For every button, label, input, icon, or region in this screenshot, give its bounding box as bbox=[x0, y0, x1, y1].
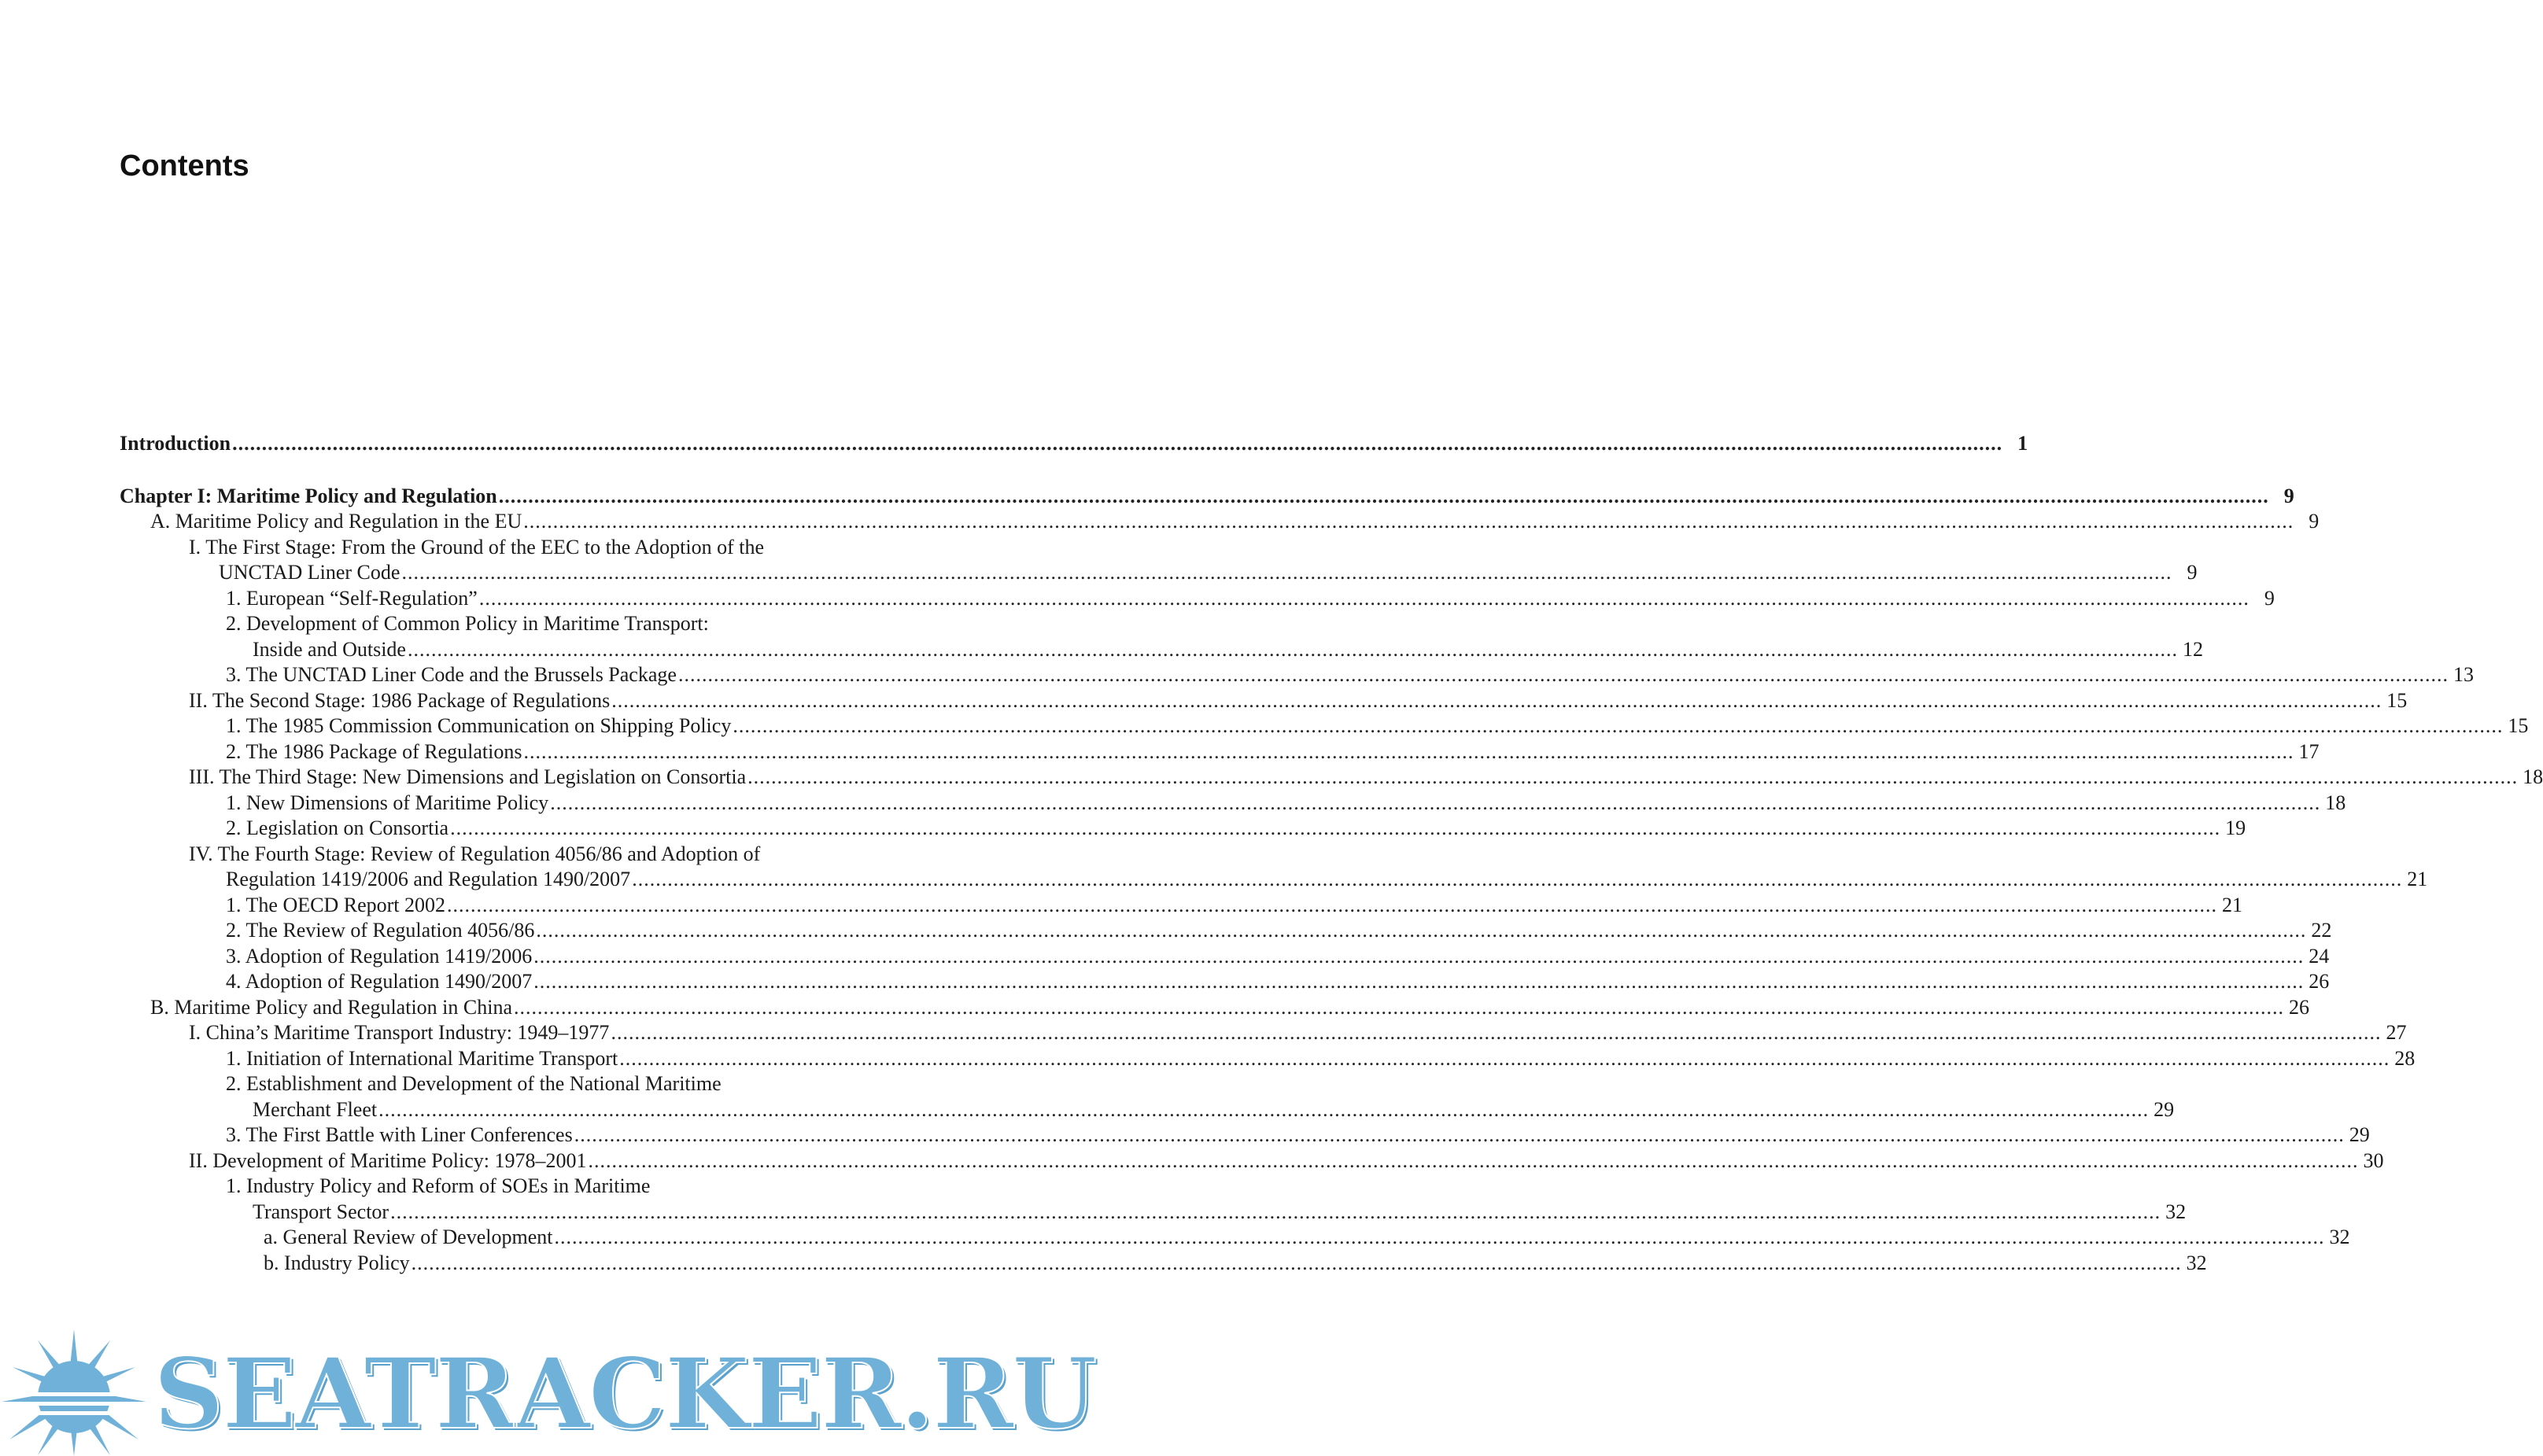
toc-leader-dots: ............................................................................................................................................................................................................................................................................................................ bbox=[536, 919, 2307, 942]
toc-page-number: 29 bbox=[2154, 1097, 2175, 1121]
toc-page-number: 29 bbox=[2349, 1123, 2370, 1146]
toc-leader-dots: ............................................................................................................................................................................................................................................................................................................ bbox=[588, 1148, 2359, 1172]
toc-leader-dots: ............................................................................................................................................................................................................................................................................................................ bbox=[611, 1021, 2382, 1044]
toc-page-number: 9 bbox=[2309, 510, 2320, 533]
toc-entry[interactable] bbox=[120, 535, 853, 561]
toc-entry-title: Chapter I: Maritime Policy and Regulation bbox=[120, 484, 497, 507]
toc-entry-title: Transport Sector bbox=[253, 1200, 389, 1223]
table-of-contents bbox=[120, 431, 2543, 1276]
toc-leader-dots: ............................................................................................................................................................................................................................................................................................................ bbox=[747, 765, 2519, 788]
toc-entry[interactable] bbox=[120, 431, 2028, 457]
sun-logo-icon bbox=[0, 1329, 149, 1456]
toc-entry[interactable] bbox=[120, 918, 2332, 944]
toc-leader-dots: ............................................................................................................................................................................................................................................................................................................ bbox=[411, 1251, 2182, 1274]
toc-entry-title: 1. Industry Policy and Reform of SOEs in Maritime bbox=[226, 1174, 651, 1197]
toc-entry[interactable] bbox=[120, 1251, 2207, 1277]
toc-entry-title: II. The Second Stage: 1986 Package of Regulations bbox=[189, 688, 611, 712]
toc-leader-dots: ............................................................................................................................................................................................................................................................................................................ bbox=[407, 637, 2178, 661]
toc-entry[interactable] bbox=[120, 1200, 2187, 1226]
toc-leader-dots: ............................................................................................................................................................................................................................................................................................................ bbox=[498, 484, 2269, 507]
toc-entry-title: B. Maritime Policy and Regulation in China bbox=[150, 995, 513, 1019]
toc-entry-title: Regulation 1419/2006 and Regulation 1490/2007 bbox=[226, 868, 631, 890]
toc-entry-title: 1. The OECD Report 2002 bbox=[226, 893, 445, 916]
toc-page-number: 13 bbox=[2453, 663, 2474, 686]
toc-page-number: 12 bbox=[2182, 637, 2203, 661]
toc-entry-title: b. Industry Policy bbox=[264, 1251, 410, 1274]
toc-entry-title: 1. European “Self-Regulation” bbox=[226, 586, 478, 610]
toc-leader-dots: ............................................................................................................................................................................................................................................................................................................ bbox=[533, 944, 2305, 968]
toc-entry[interactable] bbox=[120, 842, 853, 868]
toc-leader-dots: ............................................................................................................................................................................................................................................................................................................ bbox=[550, 791, 2321, 814]
toc-page-number: 15 bbox=[2386, 688, 2408, 712]
toc-page-number: 17 bbox=[2298, 739, 2320, 763]
toc-entry[interactable] bbox=[120, 484, 2294, 510]
toc-entry-title: II. Development of Maritime Policy: 1978–2001 bbox=[189, 1148, 587, 1172]
toc-leader-dots: ............................................................................................................................................................................................................................................................................................................ bbox=[514, 995, 2285, 1019]
toc-page-number: 32 bbox=[2165, 1200, 2187, 1223]
toc-entry-title: 3. The UNCTAD Liner Code and the Brussels Package bbox=[226, 663, 677, 686]
toc-entry-title: 1. Initiation of International Maritime Transport bbox=[226, 1046, 618, 1070]
toc-page-number: 32 bbox=[2186, 1251, 2207, 1274]
toc-page-number: 1 bbox=[2017, 432, 2028, 455]
toc-entry[interactable] bbox=[120, 637, 2203, 663]
toc-entry-title: UNCTAD Liner Code bbox=[219, 561, 400, 584]
toc-leader-dots: ............................................................................................................................................................................................................................................................................................................ bbox=[733, 714, 2504, 737]
toc-entry[interactable] bbox=[120, 713, 2529, 739]
toc-entry-title: A. Maritime Policy and Regulation in the EU bbox=[150, 510, 522, 533]
toc-entry[interactable] bbox=[120, 867, 2428, 893]
toc-entry-title: IV. The Fourth Stage: Review of Regulation 4056/86 and Adoption of bbox=[189, 842, 761, 865]
toc-entry-title: 2. Establishment and Development of the National Maritime bbox=[226, 1072, 722, 1095]
toc-page-number: 26 bbox=[2309, 970, 2330, 993]
toc-entry-title: 2. The Review of Regulation 4056/86 bbox=[226, 919, 535, 942]
toc-leader-dots: ............................................................................................................................................................................................................................................................................................................ bbox=[232, 432, 2003, 455]
toc-page-number: 30 bbox=[2363, 1148, 2384, 1172]
toc-leader-dots: ............................................................................................................................................................................................................................................................................................................ bbox=[378, 1097, 2150, 1121]
toc-gap bbox=[120, 457, 853, 484]
toc-entry-title: Inside and Outside bbox=[253, 637, 406, 661]
toc-entry[interactable] bbox=[120, 1122, 2370, 1148]
toc-entry[interactable] bbox=[120, 893, 2242, 919]
toc-leader-dots: ............................................................................................................................................................................................................................................................................................................ bbox=[450, 816, 2221, 839]
toc-entry[interactable] bbox=[120, 1148, 2384, 1174]
toc-entry-title: 4. Adoption of Regulation 1490/2007 bbox=[226, 970, 533, 993]
toc-entry[interactable] bbox=[120, 816, 2246, 842]
toc-entry-title: Introduction bbox=[120, 432, 231, 455]
toc-leader-dots: ............................................................................................................................................................................................................................................................................................................ bbox=[447, 893, 2217, 916]
toc-entry-title: 3. Adoption of Regulation 1419/2006 bbox=[226, 944, 533, 968]
toc-entry[interactable] bbox=[120, 611, 853, 637]
toc-entry-title: I. The First Stage: From the Ground of the EEC to the Adoption of the bbox=[189, 535, 765, 558]
toc-entry[interactable] bbox=[120, 1046, 2416, 1072]
toc-entry[interactable] bbox=[120, 688, 2408, 714]
toc-entry[interactable] bbox=[120, 944, 2330, 970]
toc-entry[interactable] bbox=[120, 662, 2474, 688]
toc-page-number: 22 bbox=[2311, 919, 2332, 942]
toc-entry-title: 1. New Dimensions of Maritime Policy bbox=[226, 791, 549, 814]
toc-leader-dots: ............................................................................................................................................................................................................................................................................................................ bbox=[390, 1200, 2161, 1223]
toc-page-number: 9 bbox=[2187, 561, 2198, 584]
toc-entry-title: a. General Review of Development bbox=[264, 1226, 553, 1248]
toc-page-number: 21 bbox=[2222, 893, 2242, 916]
toc-leader-dots: ............................................................................................................................................................................................................................................................................................................ bbox=[677, 663, 2449, 686]
toc-leader-dots: ............................................................................................................................................................................................................................................................................................................ bbox=[574, 1123, 2345, 1146]
toc-page-number: 28 bbox=[2394, 1046, 2416, 1070]
toc-leader-dots: ............................................................................................................................................................................................................................................................................................................ bbox=[401, 561, 2172, 584]
toc-entry[interactable] bbox=[120, 739, 2320, 765]
toc-entry-title: 1. The 1985 Commission Communication on Shipping Policy bbox=[226, 714, 732, 737]
toc-page-number: 15 bbox=[2508, 714, 2529, 737]
toc-entry-title: III. The Third Stage: New Dimensions and Legislation on Consortia bbox=[189, 765, 747, 788]
toc-entry[interactable] bbox=[120, 765, 2543, 791]
watermark-text: SEATRACKER.RU bbox=[153, 1337, 1096, 1451]
toc-entry[interactable] bbox=[120, 509, 2320, 535]
toc-leader-dots: ............................................................................................................................................................................................................................................................................................................ bbox=[619, 1046, 2390, 1070]
toc-entry[interactable] bbox=[120, 1071, 853, 1097]
toc-page-number: 27 bbox=[2386, 1021, 2407, 1044]
toc-entry-title: 2. Development of Common Policy in Maritime Transport: bbox=[226, 612, 709, 635]
watermark bbox=[0, 1329, 1096, 1456]
toc-entry-title: I. China’s Maritime Transport Industry: 1949–1977 bbox=[189, 1021, 610, 1044]
toc-leader-dots: ............................................................................................................................................................................................................................................................................................................ bbox=[554, 1226, 2325, 1248]
toc-entry[interactable] bbox=[120, 1174, 853, 1200]
toc-leader-dots: ............................................................................................................................................................................................................................................................................................................ bbox=[523, 739, 2294, 763]
toc-entry[interactable] bbox=[120, 560, 2198, 586]
page-title: Contents bbox=[120, 149, 249, 182]
toc-entry[interactable] bbox=[120, 791, 2346, 816]
toc-page-number: 26 bbox=[2289, 995, 2310, 1019]
toc-page-number: 18 bbox=[2523, 765, 2543, 788]
toc-page-number: 18 bbox=[2325, 791, 2346, 814]
toc-entry[interactable] bbox=[120, 1225, 2350, 1251]
toc-leader-dots: ............................................................................................................................................................................................................................................................................................................ bbox=[533, 970, 2305, 993]
toc-entry-title: 3. The First Battle with Liner Conferences bbox=[226, 1123, 573, 1146]
toc-entry[interactable] bbox=[120, 1097, 2175, 1123]
toc-entry[interactable] bbox=[120, 969, 2330, 995]
toc-leader-dots: ............................................................................................................................................................................................................................................................................................................ bbox=[632, 868, 2403, 890]
toc-page-number: 9 bbox=[2264, 586, 2275, 610]
toc-leader-dots: ............................................................................................................................................................................................................................................................................................................ bbox=[478, 586, 2250, 610]
toc-page-number: 19 bbox=[2225, 816, 2246, 839]
toc-page-number: 21 bbox=[2407, 868, 2428, 890]
toc-entry[interactable] bbox=[120, 586, 2275, 612]
toc-entry[interactable] bbox=[120, 1020, 2407, 1046]
toc-leader-dots: ............................................................................................................................................................................................................................................................................................................ bbox=[523, 510, 2294, 533]
toc-entry-title: Merchant Fleet bbox=[253, 1097, 378, 1121]
toc-entry-title: 2. The 1986 Package of Regulations bbox=[226, 739, 522, 763]
toc-page-number: 24 bbox=[2309, 944, 2330, 968]
toc-leader-dots: ............................................................................................................................................................................................................................................................................................................ bbox=[611, 688, 2382, 712]
toc-entry[interactable] bbox=[120, 995, 2310, 1021]
toc-page-number: 32 bbox=[2329, 1226, 2350, 1248]
toc-entry-title: 2. Legislation on Consortia bbox=[226, 816, 449, 839]
toc-page-number: 9 bbox=[2283, 484, 2294, 507]
